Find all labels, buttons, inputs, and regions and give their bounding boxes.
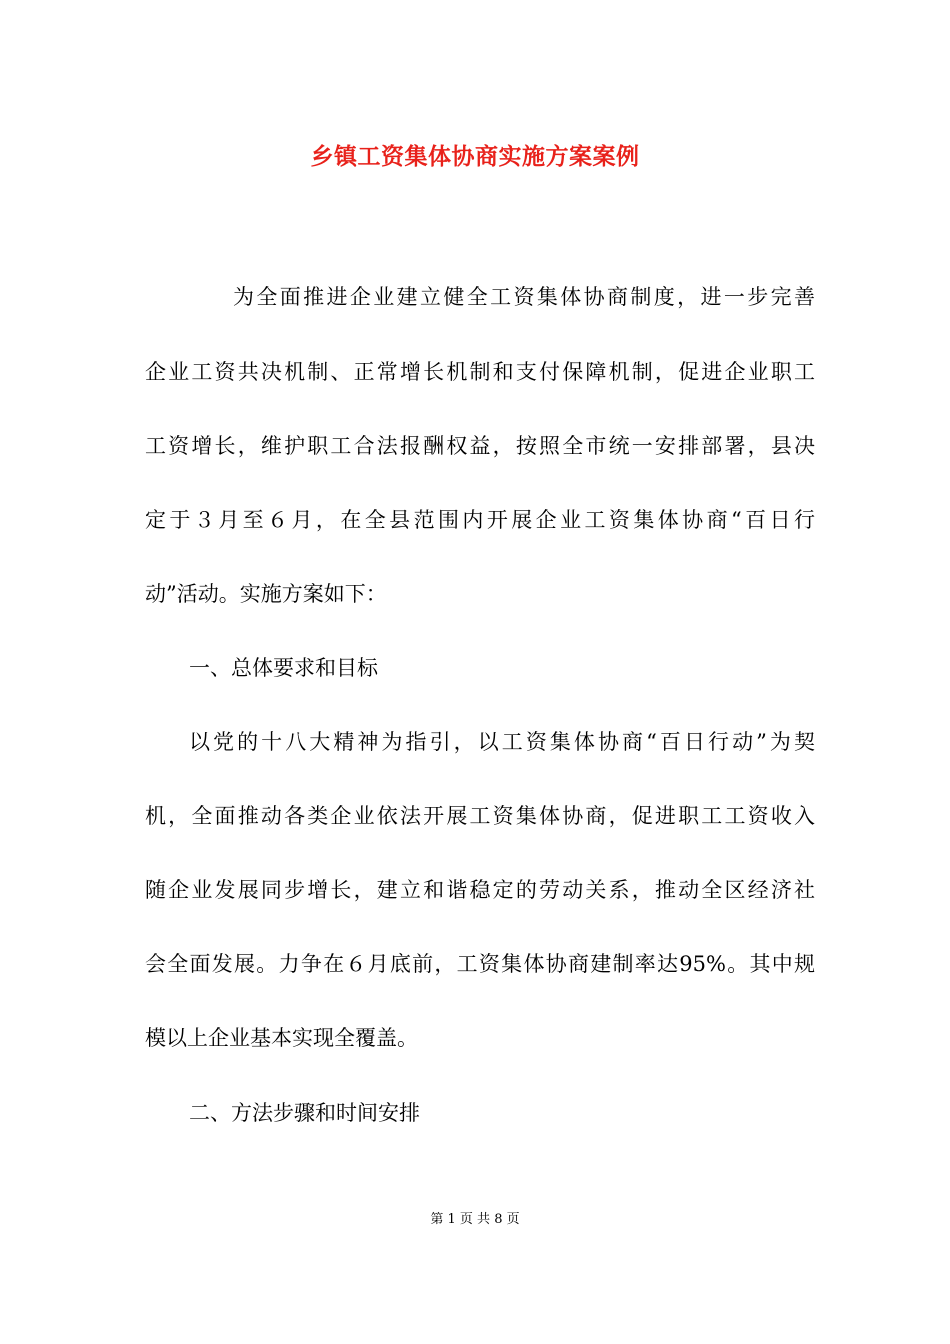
section-heading: 一、总体要求和目标	[189, 656, 378, 680]
paragraph-line: 随企业发展同步增长，建立和谐稳定的劳动关系，推动全区经济社	[145, 878, 815, 902]
section-heading: 二、方法步骤和时间安排	[189, 1101, 420, 1125]
paragraph-line: 工资增长，维护职工合法报酬权益，按照全市统一安排部署，县决	[145, 434, 815, 458]
paragraph-line: 以党的十八大精神为指引，以工资集体协商“百日行动”为契	[189, 730, 815, 754]
paragraph-line: 模以上企业基本实现全覆盖。	[145, 1026, 418, 1050]
page-footer: 第 1 页 共 8 页	[430, 1212, 520, 1227]
paragraph-line: 为全面推进企业建立健全工资集体协商制度，进一步完善	[233, 285, 815, 309]
paragraph-line: 动”活动。实施方案如下：	[145, 582, 387, 606]
paragraph-line: 定于３月至６月，在全县范围内开展企业工资集体协商“百日行	[145, 508, 815, 532]
paragraph-line: 机，全面推动各类企业依法开展工资集体协商，促进职工工资收入	[145, 804, 815, 828]
paragraph-line: 企业工资共决机制、正常增长机制和支付保障机制，促进企业职工	[145, 360, 815, 384]
paragraph-line: 会全面发展。力争在６月底前，工资集体协商建制率达95%。其中规	[145, 952, 815, 976]
document-title: 乡镇工资集体协商实施方案案例	[310, 143, 640, 170]
